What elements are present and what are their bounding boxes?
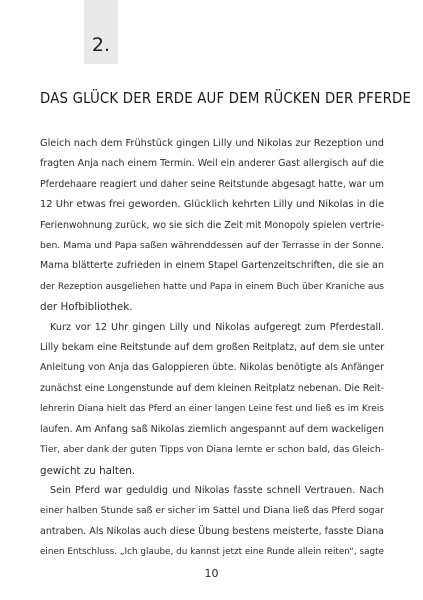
text-line: Pferdehaare reagiert und daher seine Reitstunde abgesagt hatte, war um — [40, 178, 384, 190]
text-line: Anleitung von Anja das Galoppieren übte. Nikolas benötigte als Anfänger — [40, 362, 384, 374]
text-line: 12 Uhr etwas frei geworden. Glücklich kehrten Lilly und Nikolas in die — [40, 199, 385, 211]
text-line: einer halben Stunde saß er sicher im Sattel und Diana ließ das Pferd sogar — [40, 505, 384, 517]
text-line: Mama blätterte zufrieden in einem Stapel Gartenzeitschriften, die sie an — [40, 260, 384, 272]
paragraph-1 — [40, 134, 384, 318]
chapter-title: DAS GLÜCK DER ERDE AUF DEM RÜCKEN DER PFERDE — [40, 90, 412, 107]
text-line: Sein Pferd war geduldig und Nikolas fasste schnell Vertrauen. Nach — [50, 484, 384, 496]
text-line: Kurz vor 12 Uhr gingen Lilly und Nikolas aufgeregt zum Pferdestall. — [50, 321, 384, 333]
page-number: 10 — [204, 567, 219, 580]
text-line: Tier, aber dank der guten Tipps von Diana lernte er schon bald, das Gleich- — [40, 445, 384, 456]
body-text — [40, 134, 384, 563]
text-line: laufen. Am Anfang saß Nikolas ziemlich angespannt auf dem wackeligen — [40, 423, 384, 435]
chapter-number: 2. — [91, 34, 111, 56]
text-line: antraben. Als Nikolas auch diese Übung bestens meisterte, fasste Diana — [40, 525, 384, 537]
text-line: lehrerin Diana hielt das Pferd an einer langen Leine fest und ließ es im Kreis — [40, 404, 384, 415]
text-line: gewicht zu halten. — [40, 464, 136, 477]
text-line: Ferienwohnung zurück, wo sie sich die Zeit mit Monopoly spielen vertrie- — [40, 219, 384, 231]
text-line: Gleich nach dem Frühstück gingen Lilly und Nikolas zur Rezeption und — [40, 138, 384, 149]
paragraph-3 — [40, 481, 384, 563]
text-line: Lilly bekam eine Reitstunde auf dem großen Reitplatz, auf dem sie unter — [40, 342, 385, 354]
text-line: der Hofbibliothek. — [40, 301, 133, 314]
text-line: zunächst eine Longenstunde auf dem kleinen Reitplatz nebenan. Die Reit- — [40, 382, 384, 394]
text-line: fragten Anja nach einem Termin. Weil ein anderer Gast allergisch auf die — [40, 158, 384, 170]
text-line: einen Entschluss. „Ich glaube, du kannst jetzt eine Runde allein reiten“, sagte — [40, 547, 384, 558]
paragraph-2 — [40, 318, 384, 481]
text-line: ben. Mama und Papa saßen währenddessen auf der Terrasse in der Sonne. — [40, 240, 384, 252]
text-line: der Rezeption ausgeliehen hatte und Papa in einem Buch über Kraniche aus — [40, 281, 384, 292]
